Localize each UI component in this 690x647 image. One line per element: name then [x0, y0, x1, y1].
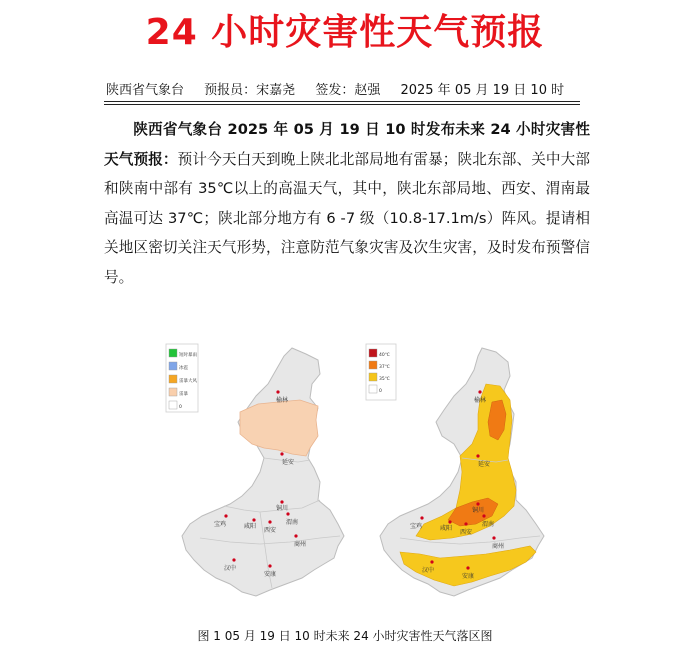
bulletin-content: 预计今天白天到晚上陕北北部局地有雷暴；陕北东部、关中大部和陕南中部有 35℃以上的高温天气，其中，陕北东部局地、西安、渭南最高温可达 37℃；陕北部分地方有 6 -7 级（10.8-17.1m/s）阵风。提请相关地区密切关注天气形势，注意防范气象灾害及次生灾害，及时发布预警信号。 [104, 150, 590, 286]
city-label: 铜川 [472, 507, 485, 514]
legend-label: 雷暴 [179, 392, 188, 397]
divider [104, 104, 580, 105]
legend-swatch [169, 349, 177, 357]
legend-label: 40℃ [379, 353, 390, 358]
city-label: 宝鸡 [214, 521, 227, 528]
city-label: 安康 [462, 573, 475, 580]
legend-swatch [169, 388, 177, 396]
city-label: 渭南 [286, 519, 299, 526]
city-label: 咸阳 [440, 525, 453, 532]
divider [104, 101, 580, 102]
legend-swatch [369, 361, 377, 369]
legend-label: 雷暴大风 [179, 379, 197, 384]
city-label: 榆林 [276, 397, 289, 404]
city-label: 西安 [264, 527, 277, 534]
legend-swatch [169, 362, 177, 370]
legend-swatch [169, 375, 177, 383]
legend-label: 0 [379, 389, 382, 394]
bulletin-paragraph [104, 115, 590, 293]
city-label: 铜川 [276, 505, 289, 512]
bulletin-intro: 陕西省气象台 2025 年 05 月 19 日 10 时发布未来 24 小时灾害性天气预报： [104, 121, 590, 168]
city-label: 商州 [492, 543, 505, 550]
city-label: 安康 [264, 571, 277, 578]
legend-swatch [369, 373, 377, 381]
city-label: 渭南 [482, 521, 495, 528]
figure-caption: 图 1 05 月 19 日 10 时未来 24 小时灾害性天气落区图 [197, 629, 493, 643]
city-label: 榆林 [474, 397, 487, 404]
bulletin-meta [106, 79, 578, 98]
issue-date: 2025 年 05 月 19 日 10 时 [400, 83, 565, 98]
legend-label: 冰雹 [179, 366, 188, 371]
high-temperature-map [360, 340, 552, 606]
legend-label: 35℃ [379, 377, 390, 382]
convection-map [160, 340, 346, 606]
legend-label: 短时暴雨 [179, 353, 197, 358]
city-label: 延安 [282, 459, 295, 466]
thunderstorm-zone [240, 400, 318, 456]
province-shape [182, 348, 344, 596]
city-label: 宝鸡 [410, 523, 423, 530]
legend-label: 37℃ [379, 365, 390, 370]
forecaster-name: 预报员：宋嘉尧 [204, 83, 296, 98]
city-label: 商州 [294, 541, 307, 548]
page-title: 24 小时灾害性天气预报 [145, 12, 545, 53]
legend-swatch [169, 401, 177, 409]
legend-swatch [369, 385, 377, 393]
legend-swatch [369, 349, 377, 357]
city-label: 汉中 [422, 567, 435, 574]
bulletin-body [104, 115, 590, 293]
issuer-name: 签发：赵强 [315, 83, 381, 98]
agency-name: 陕西省气象台 [106, 83, 185, 98]
city-label: 延安 [478, 461, 491, 468]
legend-label: 0 [179, 405, 182, 410]
city-label: 咸阳 [244, 523, 257, 530]
city-label: 汉中 [224, 565, 237, 572]
city-label: 西安 [460, 529, 473, 536]
